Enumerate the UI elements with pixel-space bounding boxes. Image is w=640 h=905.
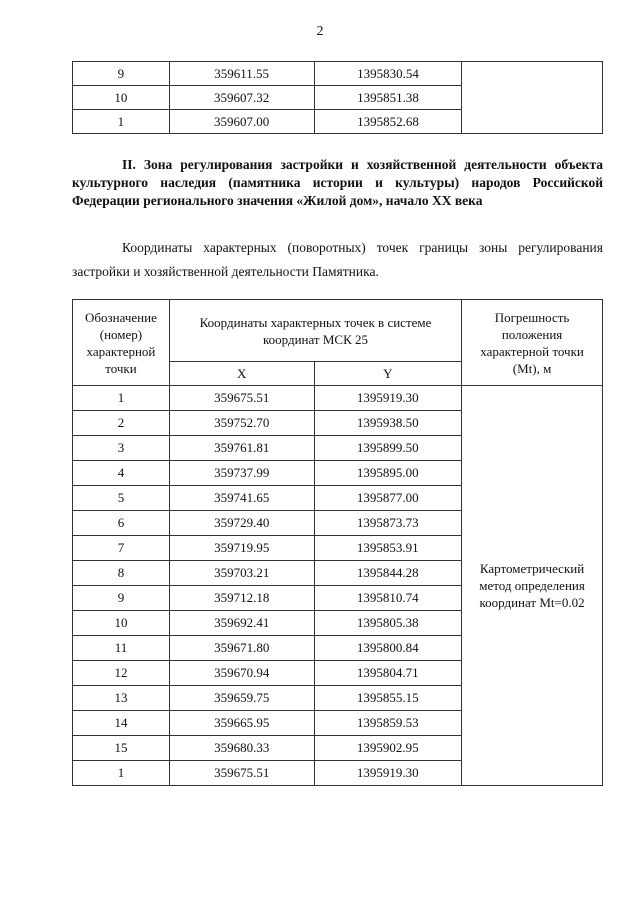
- cell-x: 359670.94: [169, 661, 314, 686]
- cell-point: 10: [73, 86, 170, 110]
- cell-error-empty: [462, 62, 603, 134]
- cell-y: 1395844.28: [314, 561, 462, 586]
- cell-x: 359607.00: [169, 110, 314, 134]
- cell-x: 359671.80: [169, 636, 314, 661]
- cell-y: 1395902.95: [314, 736, 462, 761]
- cell-y: 1395899.50: [314, 436, 462, 461]
- cell-y: 1395830.54: [314, 62, 462, 86]
- cell-x: 359752.70: [169, 411, 314, 436]
- cell-point: 1: [73, 110, 170, 134]
- cell-x: 359719.95: [169, 536, 314, 561]
- cell-y: 1395804.71: [314, 661, 462, 686]
- cell-y: 1395852.68: [314, 110, 462, 134]
- cell-y: 1395919.30: [314, 761, 462, 786]
- header-coordinates: Координаты характерных точек в системе координат МСК 25: [169, 300, 461, 362]
- cell-point: 9: [73, 62, 170, 86]
- cell-point: 3: [73, 436, 170, 461]
- cell-x: 359675.51: [169, 761, 314, 786]
- cell-x: 359665.95: [169, 711, 314, 736]
- cell-point: 9: [73, 586, 170, 611]
- cell-point: 13: [73, 686, 170, 711]
- section-heading: II. Зона регулирования застройки и хозяйственной деятельности объекта культурного наследия (памятника истории и культуры) народов Российской Федерации регионального значения «Жилой дом», начало XX века: [72, 157, 603, 208]
- intro-paragraph: Координаты характерных (поворотных) точек границы зоны регулирования застройки и хозяйственной деятельности Памятника.: [72, 240, 603, 279]
- cell-point: 2: [73, 411, 170, 436]
- cell-y: 1395877.00: [314, 486, 462, 511]
- method-cell: Картометрический метод определения координат Mt=0.02: [462, 386, 603, 786]
- cell-point: 4: [73, 461, 170, 486]
- cell-point: 7: [73, 536, 170, 561]
- cell-x: 359729.40: [169, 511, 314, 536]
- cell-x: 359659.75: [169, 686, 314, 711]
- cell-y: 1395895.00: [314, 461, 462, 486]
- cell-x: 359680.33: [169, 736, 314, 761]
- cell-point: 8: [73, 561, 170, 586]
- cell-point: 14: [73, 711, 170, 736]
- cell-x: 359692.41: [169, 611, 314, 636]
- cell-y: 1395938.50: [314, 411, 462, 436]
- table-row: [73, 62, 603, 86]
- cell-x: 359737.99: [169, 461, 314, 486]
- cell-point: 15: [73, 736, 170, 761]
- cell-point: 6: [73, 511, 170, 536]
- cell-x: 359761.81: [169, 436, 314, 461]
- cell-x: 359675.51: [169, 386, 314, 411]
- cell-x: 359611.55: [169, 62, 314, 86]
- cell-y: 1395851.38: [314, 86, 462, 110]
- cell-y: 1395805.38: [314, 611, 462, 636]
- cell-point: 10: [73, 611, 170, 636]
- header-point: Обозначение (номер) характерной точки: [73, 300, 170, 386]
- cell-point: 5: [73, 486, 170, 511]
- cell-x: 359712.18: [169, 586, 314, 611]
- cell-y: 1395800.84: [314, 636, 462, 661]
- cell-y: 1395853.91: [314, 536, 462, 561]
- cell-y: 1395873.73: [314, 511, 462, 536]
- cell-x: 359703.21: [169, 561, 314, 586]
- cell-y: 1395855.15: [314, 686, 462, 711]
- top-coordinates-table: [72, 61, 603, 134]
- main-coordinates-table: [72, 299, 603, 786]
- cell-x: 359607.32: [169, 86, 314, 110]
- cell-point: 11: [73, 636, 170, 661]
- page-number: 2: [316, 24, 324, 39]
- cell-point: 1: [73, 761, 170, 786]
- cell-y: 1395919.30: [314, 386, 462, 411]
- cell-point: 12: [73, 661, 170, 686]
- cell-point: 1: [73, 386, 170, 411]
- cell-y: 1395859.53: [314, 711, 462, 736]
- cell-y: 1395810.74: [314, 586, 462, 611]
- header-error: Погрешность положения характерной точки (Mt), м: [462, 300, 603, 386]
- header-x: X: [169, 362, 314, 386]
- cell-x: 359741.65: [169, 486, 314, 511]
- table-row: [73, 386, 603, 411]
- header-y: Y: [314, 362, 462, 386]
